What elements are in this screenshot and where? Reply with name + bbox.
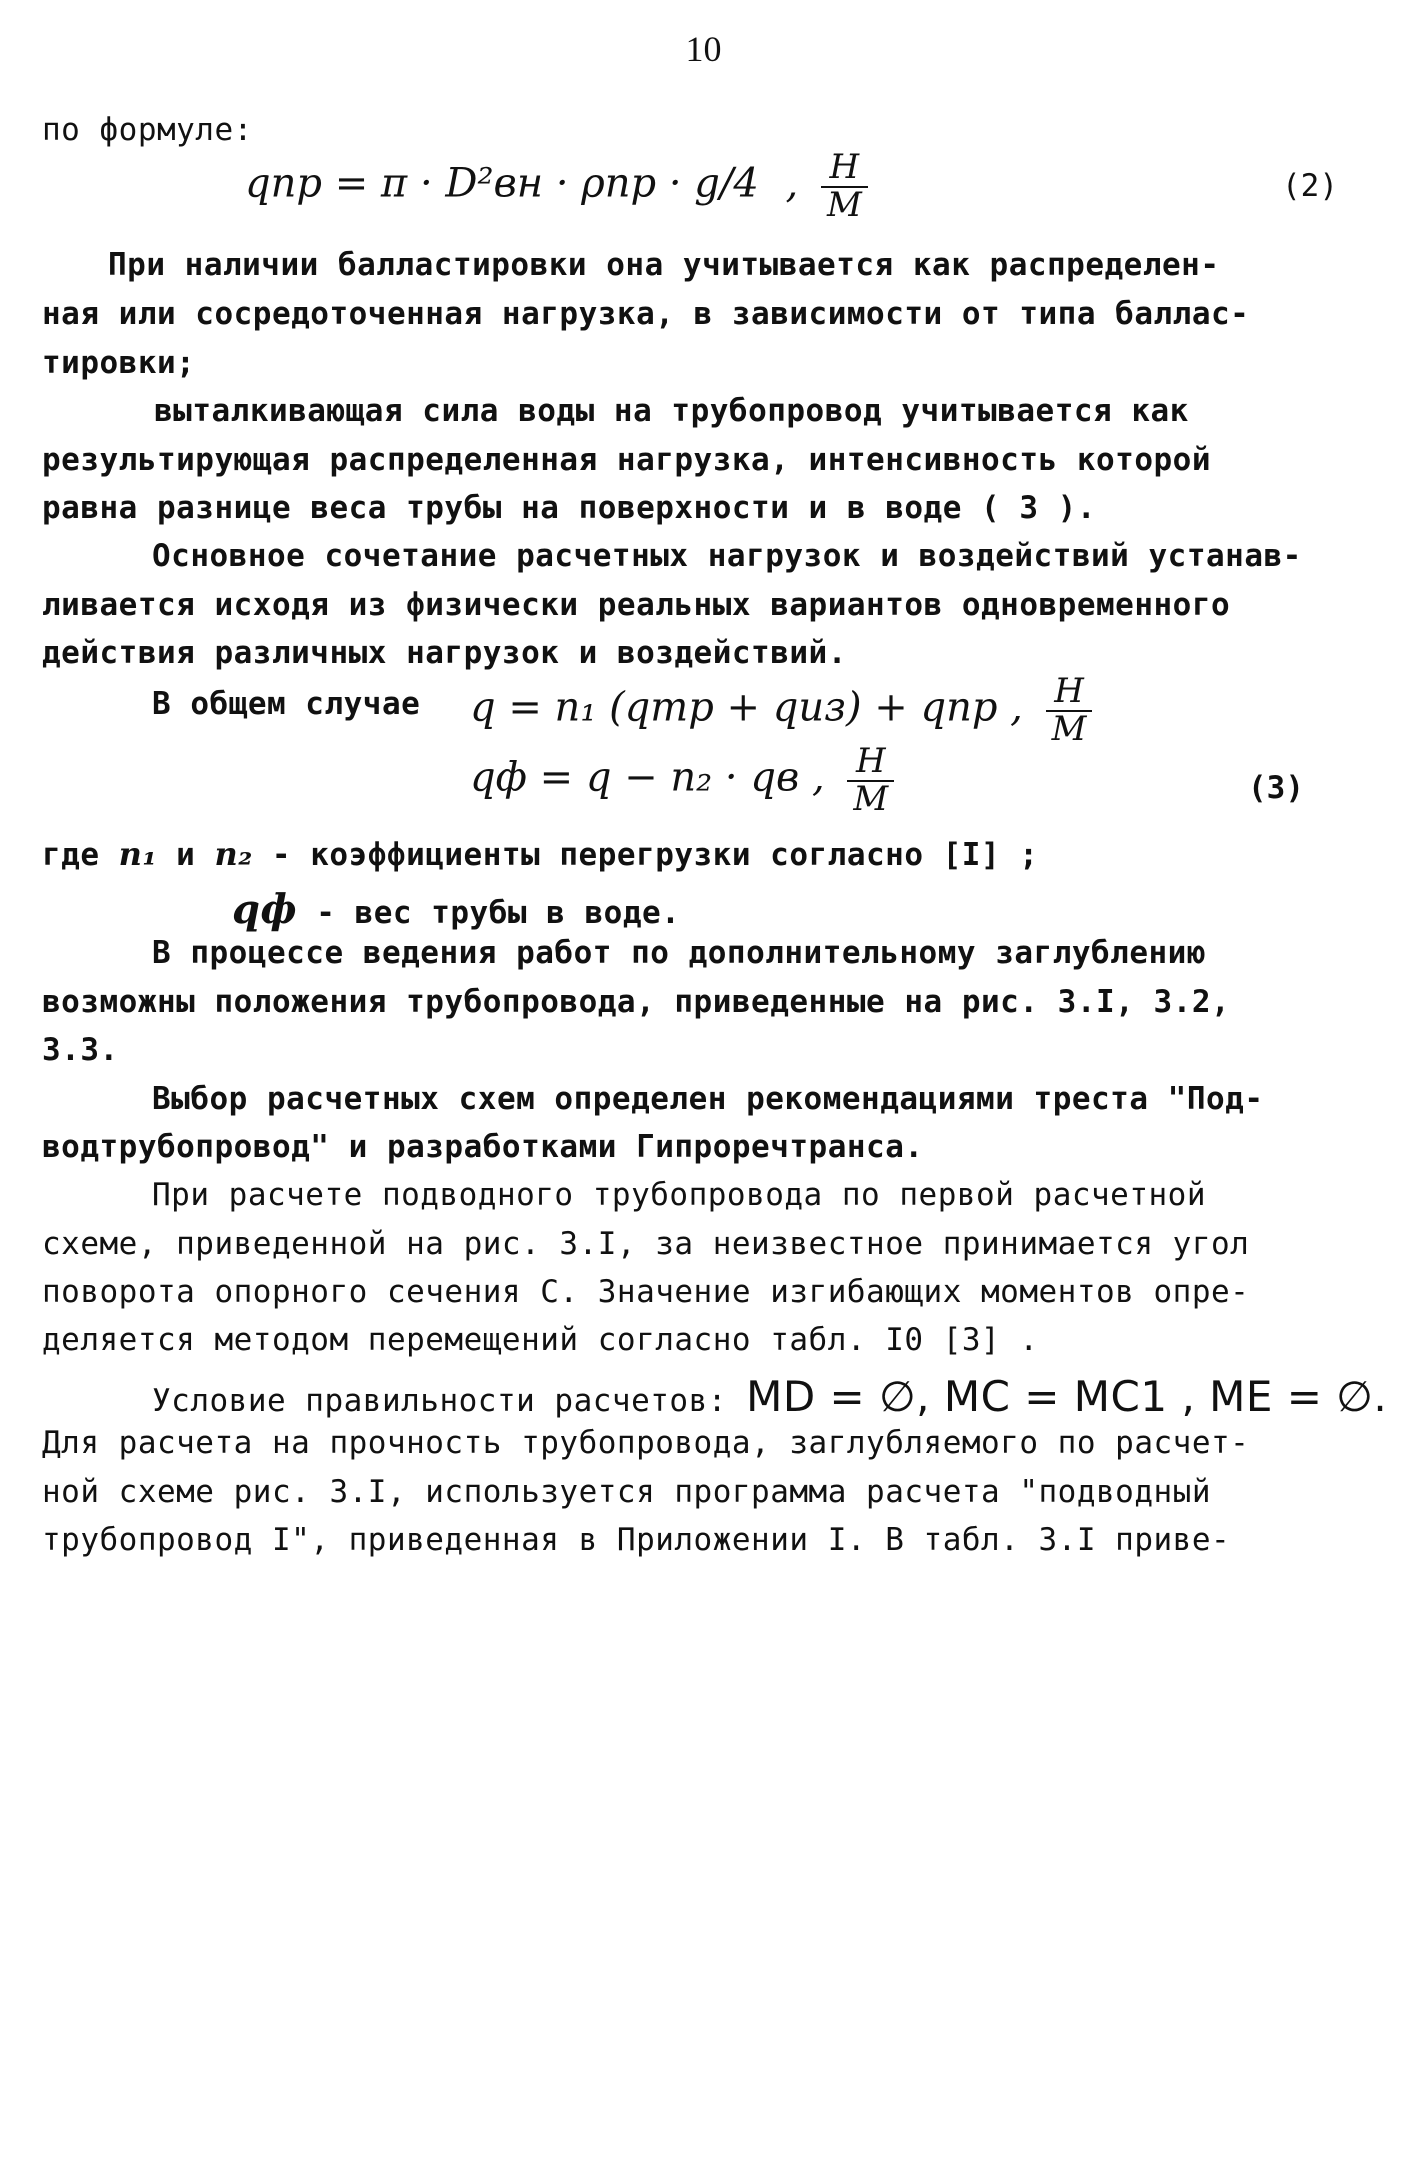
equation-number-3: (3) bbox=[1248, 770, 1304, 806]
formula-3-line-2 bbox=[470, 741, 894, 819]
p1-line-1: При наличии балластировки она учитывается как распределен- bbox=[108, 247, 1220, 283]
and-word: и bbox=[176, 837, 196, 873]
formula-3-expr-1: q = n₁ (qтр + qиз) + qпр , bbox=[470, 684, 1023, 731]
p6-line-4: деляется методом перемещений согласно табл. I0 [3] . bbox=[42, 1322, 1039, 1358]
where-line-1 bbox=[42, 835, 1038, 873]
p6-line-3: поворота опорного сечения С. Значение изгибающих моментов опре- bbox=[42, 1274, 1250, 1310]
intro-text: по формуле: bbox=[42, 112, 253, 148]
formula-3-unit-2-denominator: М bbox=[853, 778, 889, 819]
qf-symbol: qф bbox=[232, 886, 298, 933]
formula-2-unit bbox=[821, 147, 868, 225]
coefficients-text: - коэффициенты перегрузки согласно [I] ; bbox=[271, 837, 1039, 873]
correctness-condition: MD = ∅, MC = MC1 , ME = ∅. bbox=[746, 1372, 1388, 1421]
p4-line-1: В процессе ведения работ по дополнительному заглублению bbox=[152, 935, 1206, 971]
p1-line-2: ная или сосредоточенная нагрузка, в зависимости от типа баллас- bbox=[42, 296, 1250, 332]
p4-line-2: возможны положения трубопровода, приведенные на рис. 3.I, 3.2, bbox=[42, 984, 1231, 1020]
p6-line-1: При расчете подводного трубопровода по первой расчетной bbox=[152, 1177, 1206, 1213]
p2-line-1: выталкивающая сила воды на трубопровод учитывается как bbox=[154, 393, 1189, 429]
p2-line-3: равна разнице веса трубы на поверхности и в воде ( 3 ). bbox=[42, 490, 1096, 526]
p8-line-1: Для расчета на прочность трубопровода, заглубляемого по расчет- bbox=[42, 1425, 1250, 1461]
formula-2-lhs: qпр bbox=[245, 160, 322, 207]
formula-3-unit-2 bbox=[847, 741, 894, 819]
formula-3-unit-1-denominator: М bbox=[1051, 708, 1087, 749]
p3-line-3: действия различных нагрузок и воздействий. bbox=[42, 635, 847, 671]
p8-line-3: трубопровод I", приведенная в Приложении I. В табл. 3.I приве- bbox=[42, 1522, 1231, 1558]
p4-line-3: 3.3. bbox=[42, 1032, 119, 1068]
formula-2-unit-numerator: Н bbox=[821, 150, 868, 188]
equation-number-2: (2) bbox=[1282, 168, 1338, 204]
p3-line-2: ливается исходя из физически реальных вариантов одновременного bbox=[42, 587, 1231, 623]
formula-2-rhs: = π · D²вн · ρпр · g/4 bbox=[334, 160, 759, 207]
formula-3-unit-1 bbox=[1046, 671, 1093, 749]
p6-line-2: схеме, приведенной на рис. 3.I, за неизвестное принимается угол bbox=[42, 1226, 1250, 1262]
weight-in-water-text: - вес трубы в воде. bbox=[316, 895, 681, 931]
p8-line-2: ной схеме рис. 3.I, используется программа расчета "подводный bbox=[42, 1474, 1211, 1510]
formula-3-line-1 bbox=[470, 671, 1092, 749]
where-word: где bbox=[42, 837, 100, 873]
p5-line-1: Выбор расчетных схем определен рекомендациями треста "Под- bbox=[152, 1081, 1264, 1117]
formula-3-expr-2: qф = q − n₂ · qв , bbox=[470, 754, 825, 801]
page-number: 10 bbox=[685, 29, 722, 69]
correctness-condition-label: Условие правильности расчетов: bbox=[152, 1383, 727, 1419]
p7-line bbox=[152, 1372, 1387, 1421]
n1-symbol: n₁ bbox=[118, 835, 157, 873]
formula-3-unit-1-numerator: Н bbox=[1046, 674, 1093, 712]
formula-2-sep: , bbox=[785, 160, 799, 207]
p3-line-1: Основное сочетание расчетных нагрузок и воздействий устанав- bbox=[152, 538, 1302, 574]
p1-line-3: тировки; bbox=[42, 345, 196, 381]
p5-line-2: водтрубопровод" и разработками Гипроречтранса. bbox=[42, 1129, 924, 1165]
formula-2 bbox=[245, 147, 868, 225]
formula-2-unit-denominator: М bbox=[826, 184, 862, 225]
n2-symbol: n₂ bbox=[214, 835, 253, 873]
p2-line-2: результирующая распределенная нагрузка, интенсивность которой bbox=[42, 442, 1211, 478]
where-line-2 bbox=[232, 886, 680, 933]
formula-3-lead: В общем случае bbox=[152, 686, 421, 722]
formula-3-unit-2-numerator: Н bbox=[847, 744, 894, 782]
